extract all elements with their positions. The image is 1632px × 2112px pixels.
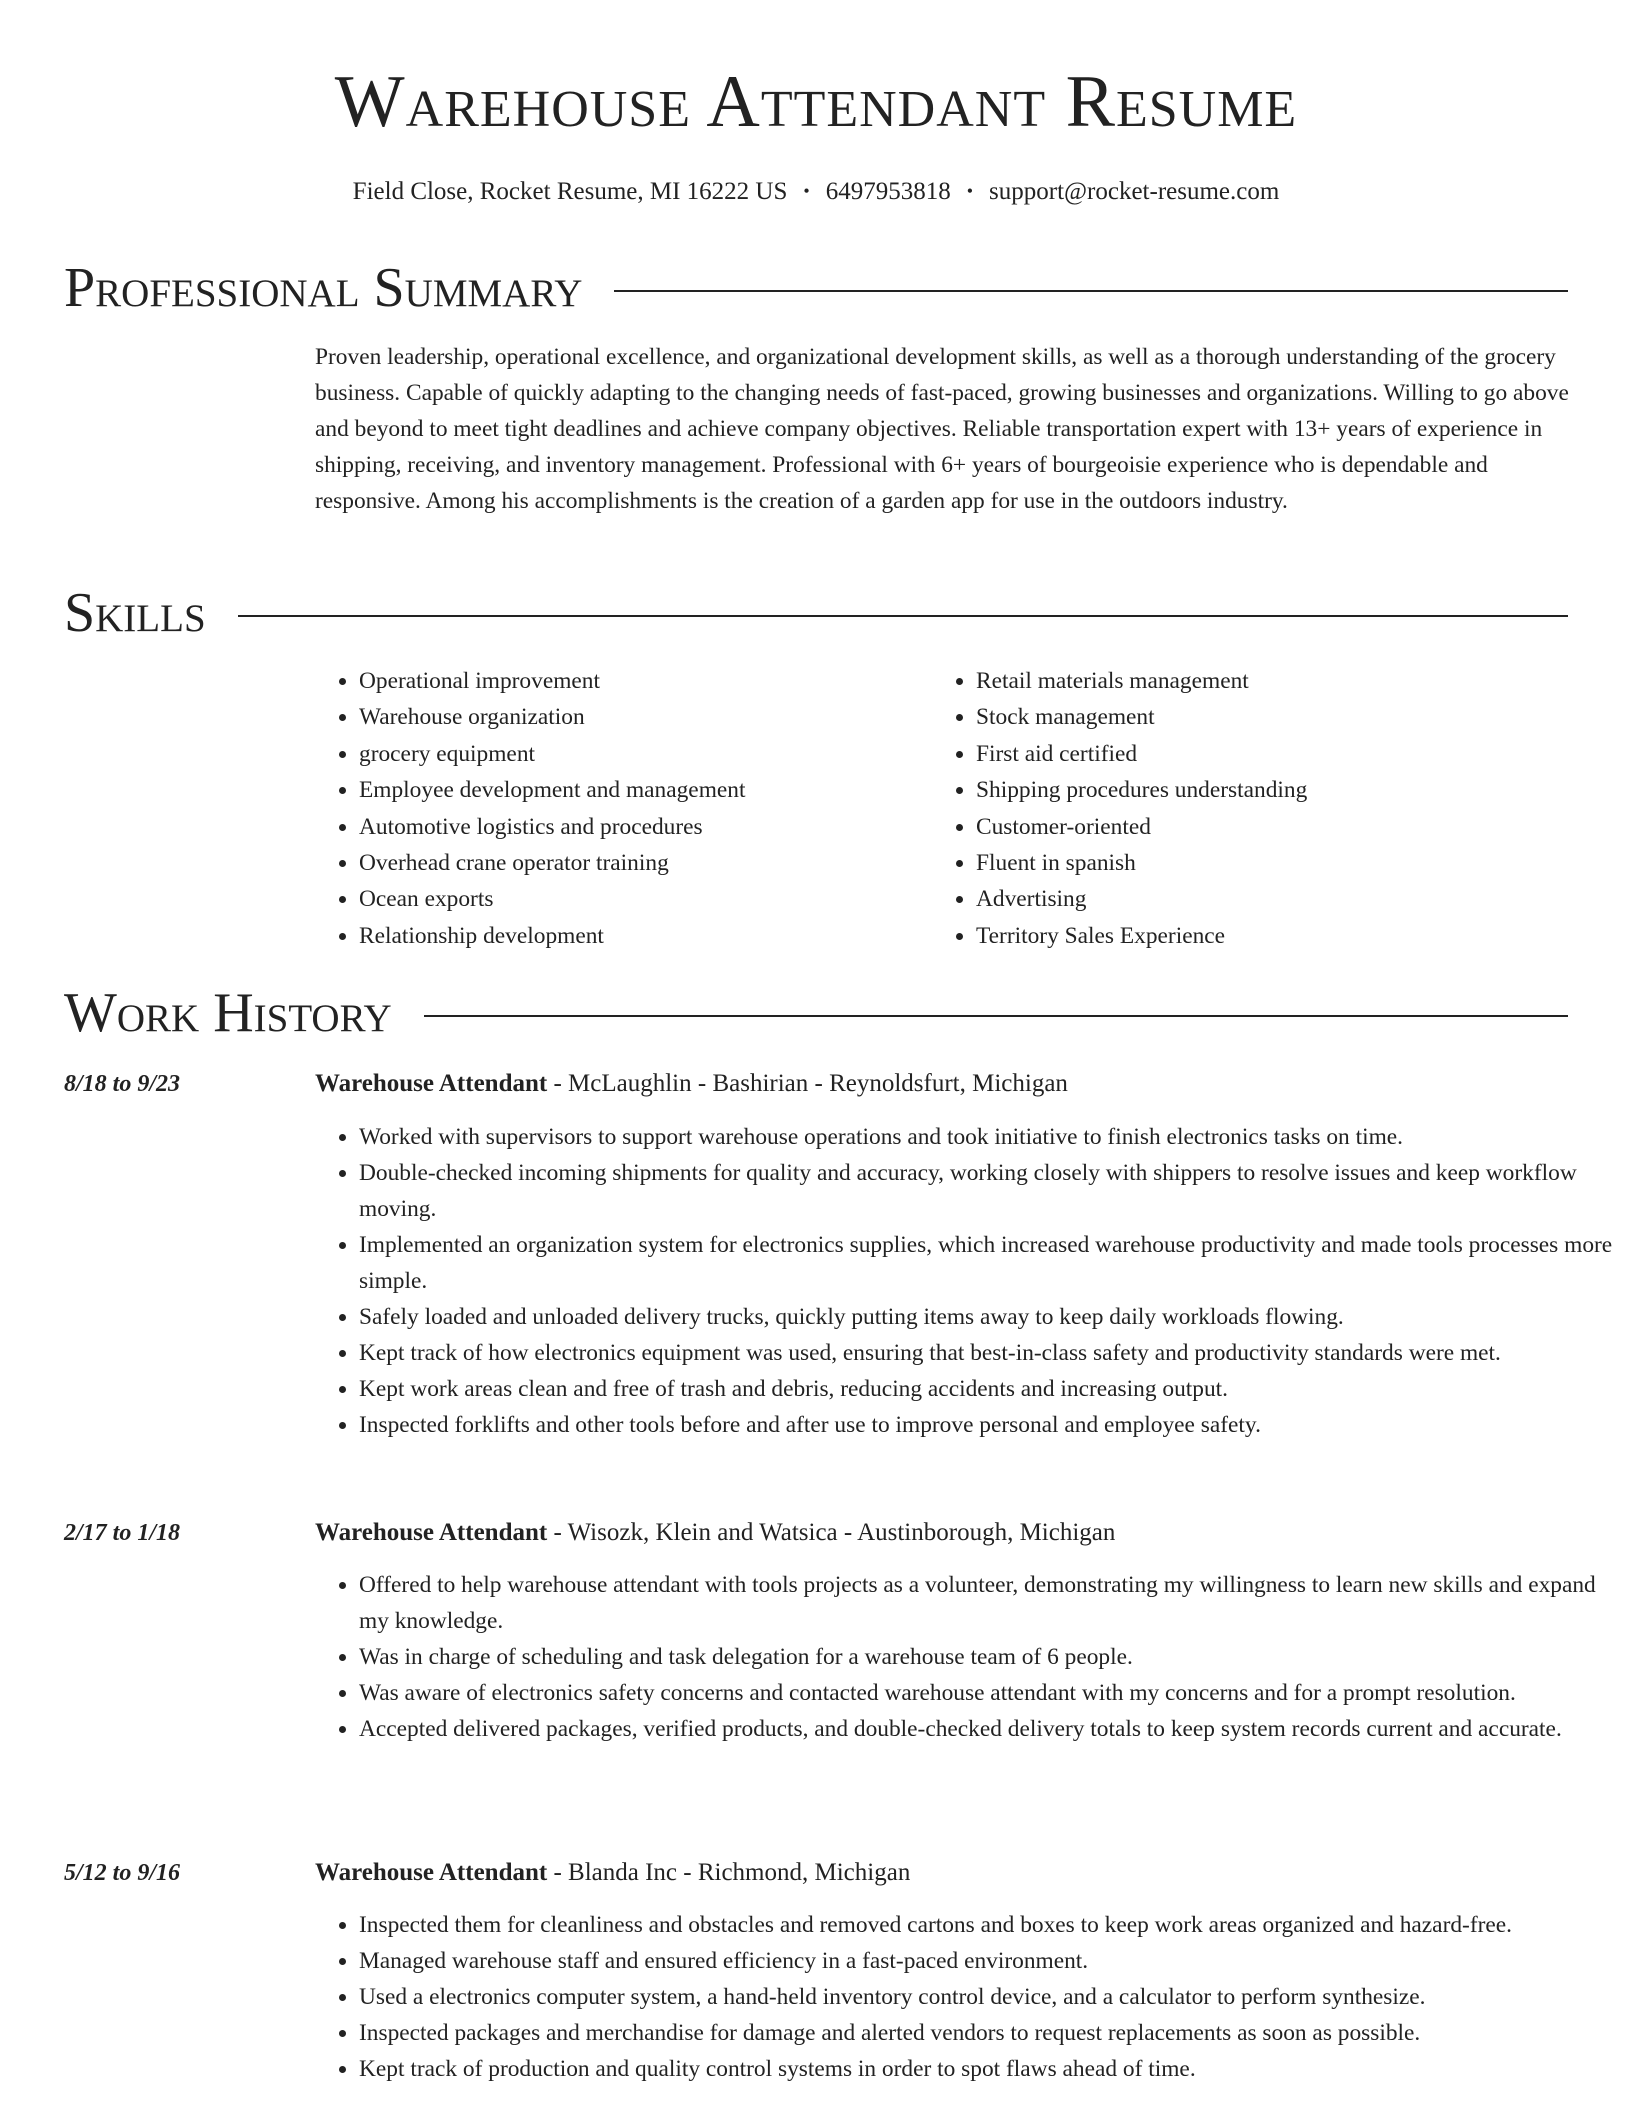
job-bullet: • Accepted delivered packages, verified products, and double-checked delivery totals to keep system records current and accurate. <box>359 1711 1613 1747</box>
work-heading: Work History <box>64 982 392 1044</box>
skill-item: • Employee development and management <box>359 772 745 808</box>
skill-item: • grocery equipment <box>359 736 745 772</box>
job-bullet: • Safely loaded and unloaded delivery trucks, quickly putting items away to keep daily workloads flowing. <box>359 1299 1613 1335</box>
summary-section-header <box>64 258 1568 318</box>
job-bullet: • Managed warehouse staff and ensured efficiency in a fast-paced environment. <box>359 1943 1613 1979</box>
job-bullet: • Was aware of electronics safety concerns and contacted warehouse attendant with my concerns and for a prompt resolution. <box>359 1675 1613 1711</box>
section-divider <box>614 290 1568 292</box>
skill-item: • Customer-oriented <box>976 809 1307 845</box>
job-company-location: - McLaughlin - Bashirian - Reynoldsfurt, Michigan <box>547 1070 1068 1097</box>
job-bullet-list <box>315 1567 1613 1747</box>
skill-item: • Fluent in spanish <box>976 845 1307 881</box>
job-bullet: • Double-checked incoming shipments for quality and accuracy, working closely with shippers to resolve issues and keep workflow moving. <box>359 1155 1613 1227</box>
contact-email: support@rocket-resume.com <box>989 178 1280 205</box>
job-title-line <box>315 1515 1115 1551</box>
job-bullet: • Inspected packages and merchandise for damage and alerted vendors to request replacements as soon as possible. <box>359 2015 1613 2051</box>
job-bullet: • Inspected forklifts and other tools before and after use to improve personal and employee safety. <box>359 1407 1613 1443</box>
skill-item: • Automotive logistics and procedures <box>359 809 745 845</box>
skill-item: • Stock management <box>976 699 1307 735</box>
skill-item: • Ocean exports <box>359 881 745 917</box>
job-bullet: • Inspected them for cleanliness and obstacles and removed cartons and boxes to keep work areas organized and hazard-free. <box>359 1907 1613 1943</box>
skill-item: • Relationship development <box>359 918 745 954</box>
job-dates: 5/12 to 9/16 <box>64 1860 181 1886</box>
work-section-header <box>64 983 1568 1043</box>
job-company-location: - Blanda Inc - Richmond, Michigan <box>547 1859 911 1886</box>
job-bullet: • Offered to help warehouse attendant with tools projects as a volunteer, demonstrating my willingness to learn new skills and expand my knowledge. <box>359 1567 1613 1639</box>
skills-list-left <box>315 663 745 954</box>
job-title-line <box>315 1855 910 1891</box>
job-title: Warehouse Attendant <box>315 1859 548 1886</box>
job-bullet-list <box>315 1119 1613 1443</box>
skills-heading: Skills <box>64 582 206 644</box>
section-divider <box>238 615 1568 617</box>
skill-item: • Territory Sales Experience <box>976 918 1307 954</box>
contact-phone: 6497953818 <box>825 178 951 205</box>
job-company-location: - Wisozk, Klein and Watsica - Austinborough, Michigan <box>547 1519 1116 1546</box>
skill-item: • Retail materials management <box>976 663 1307 699</box>
contact-separator: • <box>803 181 810 201</box>
skill-item: • Overhead crane operator training <box>359 845 745 881</box>
contact-address: Field Close, Rocket Resume, MI 16222 US <box>352 178 788 205</box>
skill-item: • Shipping procedures understanding <box>976 772 1307 808</box>
job-bullet: • Kept track of production and quality control systems in order to spot flaws ahead of time. <box>359 2051 1613 2087</box>
skills-list-right <box>932 663 1307 954</box>
job-title-line <box>315 1066 1068 1102</box>
job-title: Warehouse Attendant <box>315 1519 548 1546</box>
skill-item: • Advertising <box>976 881 1307 917</box>
job-bullet: • Was in charge of scheduling and task delegation for a warehouse team of 6 people. <box>359 1639 1613 1675</box>
skill-item: • First aid certified <box>976 736 1307 772</box>
summary-text: Proven leadership, operational excellence, and organizational development skills, as well as a thorough understanding of the grocery business. Capable of quickly adapting to the changing needs of fast-paced, growing businesses and organizations. Willing to go above and beyond to meet tight deadlines and achieve company objectives. Reliable transportation expert with 13+ years of experience in shipping, receiving, and inventory management. Professional with 6+ years of bourgeoisie experience who is dependable and responsive. Among his accomplishments is the creation of a garden app for use in the outdoors industry. <box>315 344 1569 514</box>
job-bullet: • Kept track of how electronics equipment was used, ensuring that best-in-class safety and productivity standards were met. <box>359 1335 1613 1371</box>
skill-item: • Warehouse organization <box>359 699 745 735</box>
job-bullet-list <box>315 1907 1613 2087</box>
section-divider <box>424 1015 1568 1017</box>
job-dates: 8/18 to 9/23 <box>64 1071 181 1097</box>
resume-title: Warehouse Attendant Resume <box>334 61 1298 143</box>
job-bullet: • Worked with supervisors to support warehouse operations and took initiative to finish electronics tasks on time. <box>359 1119 1613 1155</box>
job-bullet: • Implemented an organization system for electronics supplies, which increased warehouse productivity and made tools processes more simple. <box>359 1227 1613 1299</box>
job-bullet: • Used a electronics computer system, a hand-held inventory control device, and a calculator to perform synthesize. <box>359 1979 1613 2015</box>
contact-separator: • <box>966 181 974 201</box>
skills-section-header <box>64 583 1568 643</box>
job-dates: 2/17 to 1/18 <box>64 1520 181 1546</box>
summary-heading: Professional Summary <box>64 257 583 319</box>
job-title: Warehouse Attendant <box>315 1070 548 1097</box>
skill-item: • Operational improvement <box>359 663 745 699</box>
job-bullet: • Kept work areas clean and free of trash and debris, reducing accidents and increasing output. <box>359 1371 1613 1407</box>
contact-line <box>0 176 1632 207</box>
